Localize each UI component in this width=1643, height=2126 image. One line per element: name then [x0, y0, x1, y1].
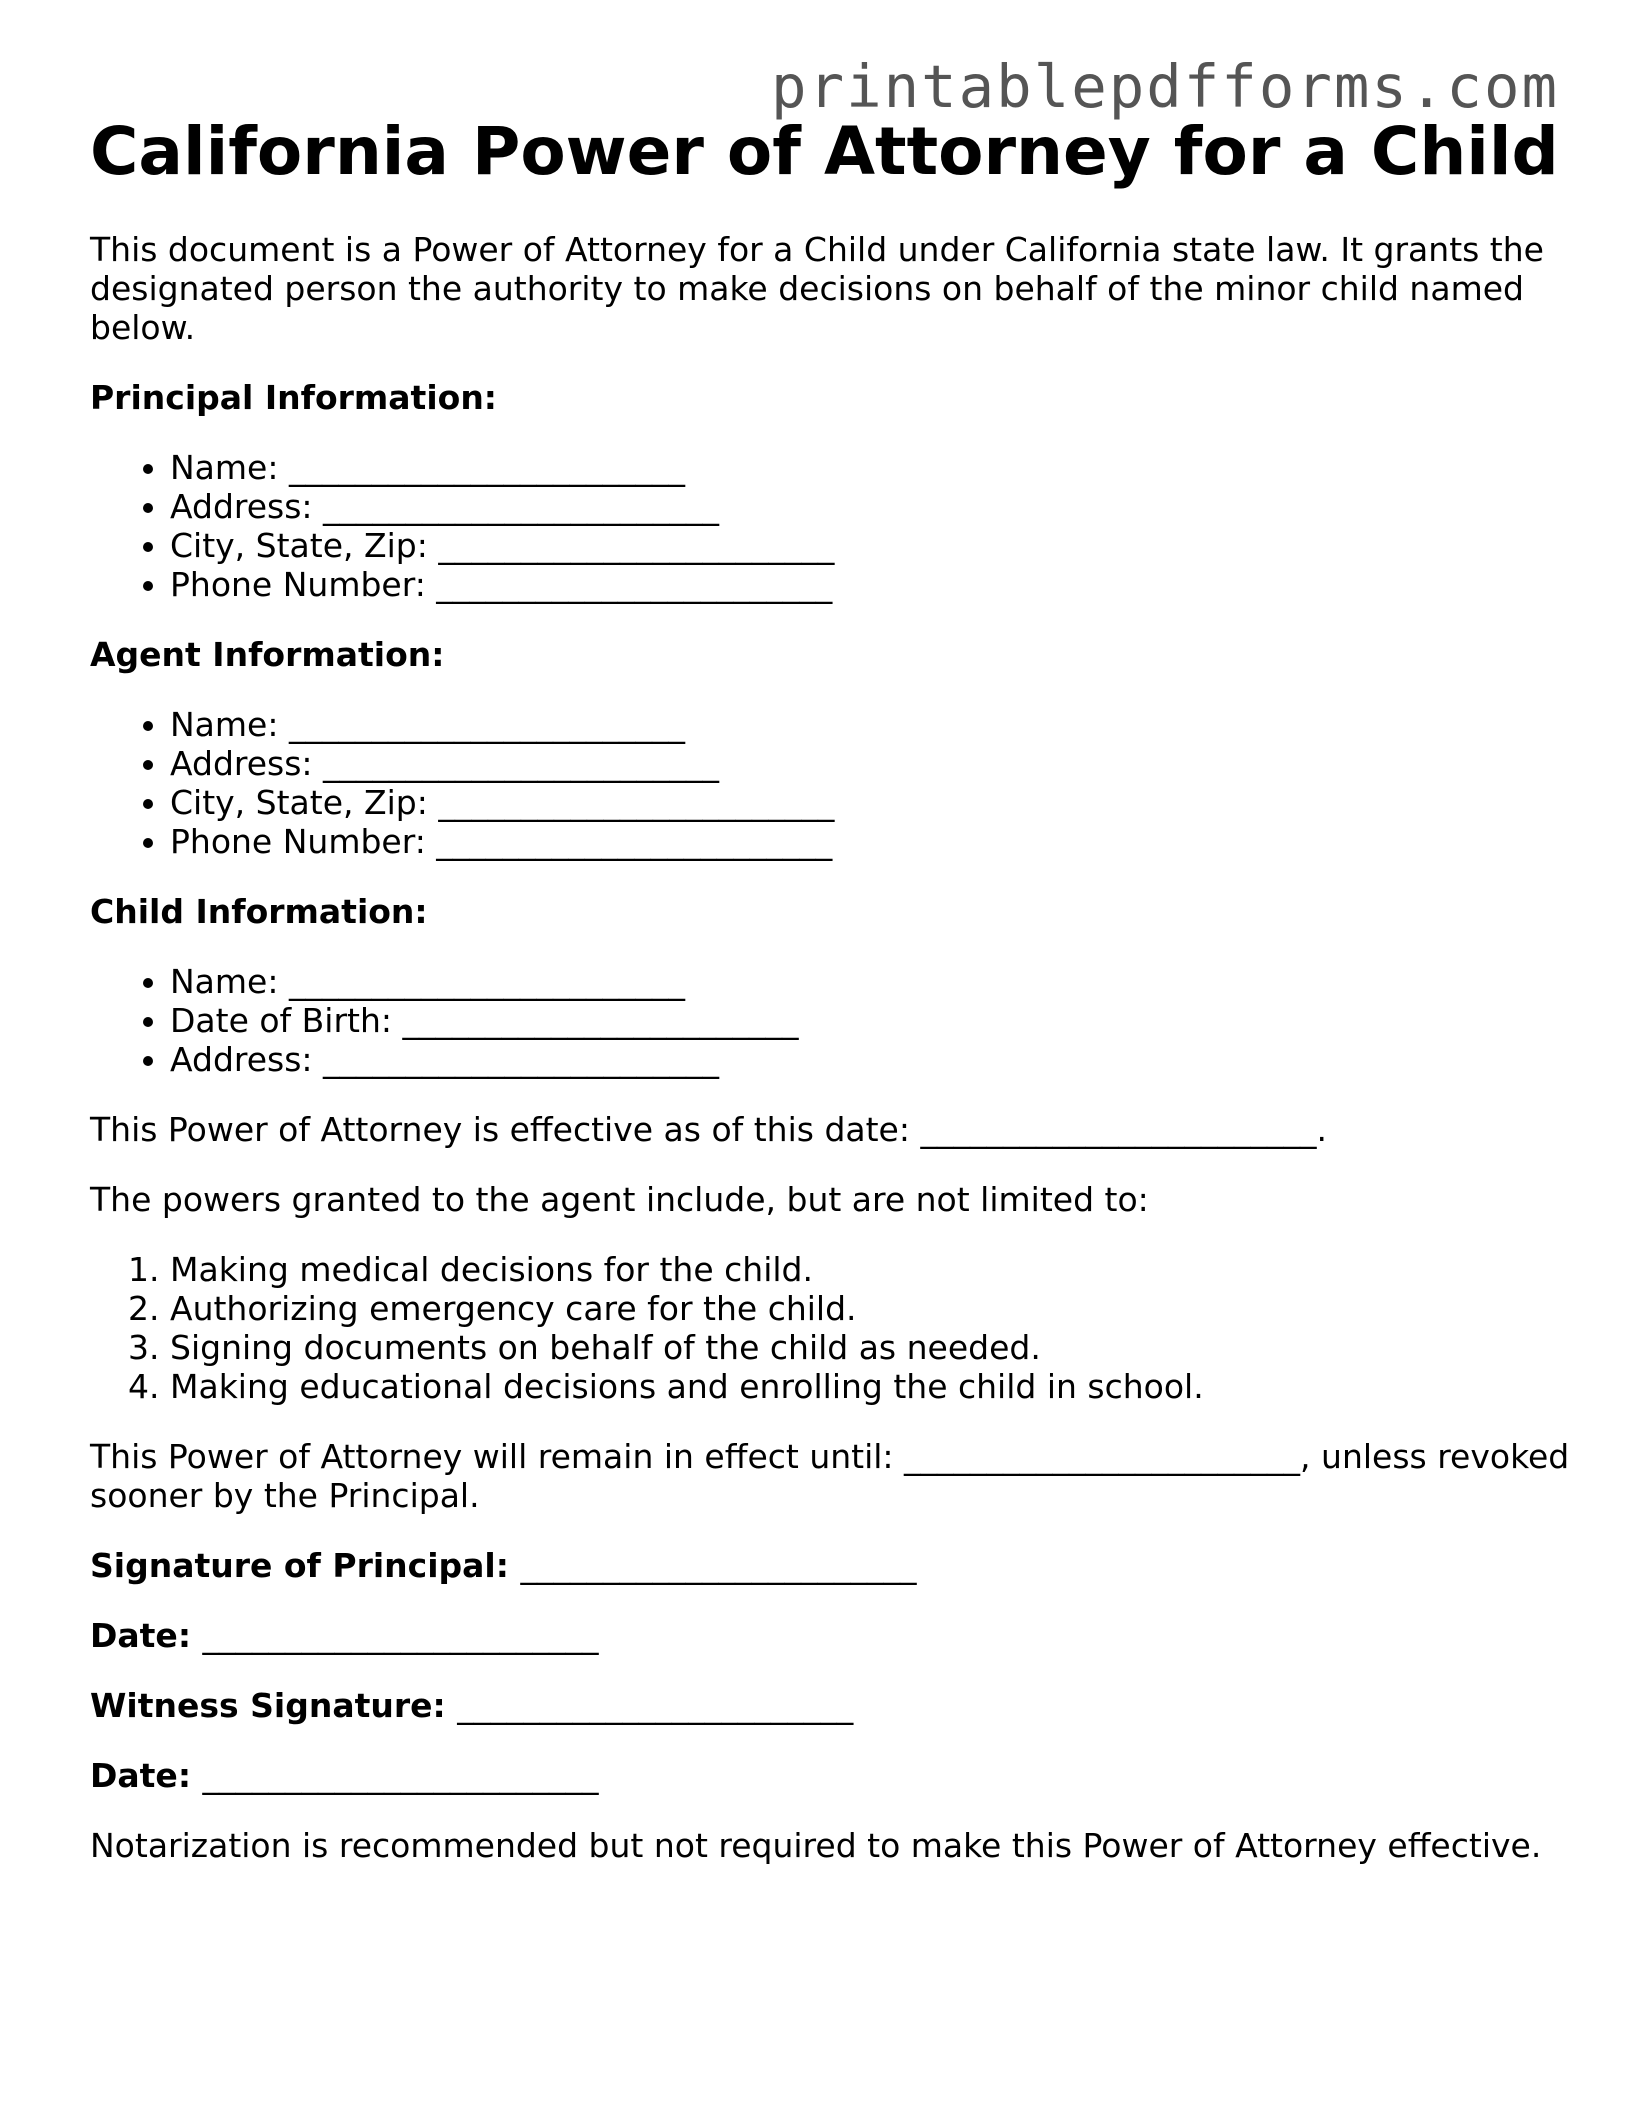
principal-phone-field: • Phone Number: ________________________: [170, 565, 1570, 604]
agent-name-field: • Name: ________________________: [170, 705, 1570, 744]
date-line-2: [90, 1756, 1570, 1795]
principal-heading: Principal Information:: [90, 378, 498, 417]
power-item: 4. Making educational decisions and enrolling the child in school.: [170, 1367, 1570, 1406]
agent-city-state-zip-field: • City, State, Zip: ________________________: [170, 783, 1570, 822]
witness-signature-blank: ________________________: [457, 1686, 854, 1725]
date-line-1: [90, 1616, 1570, 1655]
date-blank-2: ________________________: [202, 1756, 599, 1795]
principal-signature-label: Signature of Principal:: [90, 1546, 509, 1585]
child-name-field: • Name: ________________________: [170, 962, 1570, 1001]
principal-address-field: • Address: ________________________: [170, 487, 1570, 526]
power-item: 1. Making medical decisions for the child.: [170, 1250, 1570, 1289]
powers-list: [90, 1250, 1570, 1406]
date-label-2: Date:: [90, 1756, 192, 1795]
witness-signature-line: [90, 1686, 1570, 1725]
page-title: California Power of Attorney for a Child: [90, 113, 1559, 190]
power-item: 2. Authorizing emergency care for the child.: [170, 1289, 1570, 1328]
child-fields-list: [90, 962, 1570, 1079]
child-heading: Child Information:: [90, 892, 428, 931]
date-label-1: Date:: [90, 1616, 192, 1655]
powers-intro: The powers granted to the agent include, but are not limited to:: [90, 1180, 1149, 1219]
principal-fields-list: [90, 448, 1570, 604]
power-item: 3. Signing documents on behalf of the child as needed.: [170, 1328, 1570, 1367]
watermark: printablepdfforms.com: [771, 52, 1559, 121]
effective-date-paragraph: This Power of Attorney is effective as of this date: ________________________.: [90, 1110, 1327, 1149]
principal-signature-blank: ________________________: [520, 1546, 917, 1585]
agent-address-field: • Address: ________________________: [170, 744, 1570, 783]
agent-heading: Agent Information:: [90, 635, 445, 674]
principal-city-state-zip-field: • City, State, Zip: ________________________: [170, 526, 1570, 565]
child-dob-field: • Date of Birth: ________________________: [170, 1001, 1570, 1040]
intro-paragraph: This document is a Power of Attorney for a Child under California state law. It grants the designated person the authority to make decisions on behalf of the minor child named below.: [90, 230, 1544, 347]
principal-name-field: • Name: ________________________: [170, 448, 1570, 487]
child-address-field: • Address: ________________________: [170, 1040, 1570, 1079]
notarization-note: Notarization is recommended but not required to make this Power of Attorney effective.: [90, 1826, 1542, 1865]
agent-fields-list: [90, 705, 1570, 861]
document-body: [90, 112, 1570, 1865]
witness-signature-label: Witness Signature:: [90, 1686, 446, 1725]
agent-phone-field: • Phone Number: ________________________: [170, 822, 1570, 861]
date-blank-1: ________________________: [202, 1616, 599, 1655]
remain-until-paragraph: This Power of Attorney will remain in effect until: ________________________, unless revoked sooner by the Principal.: [90, 1437, 1570, 1515]
principal-signature-line: [90, 1546, 1570, 1585]
